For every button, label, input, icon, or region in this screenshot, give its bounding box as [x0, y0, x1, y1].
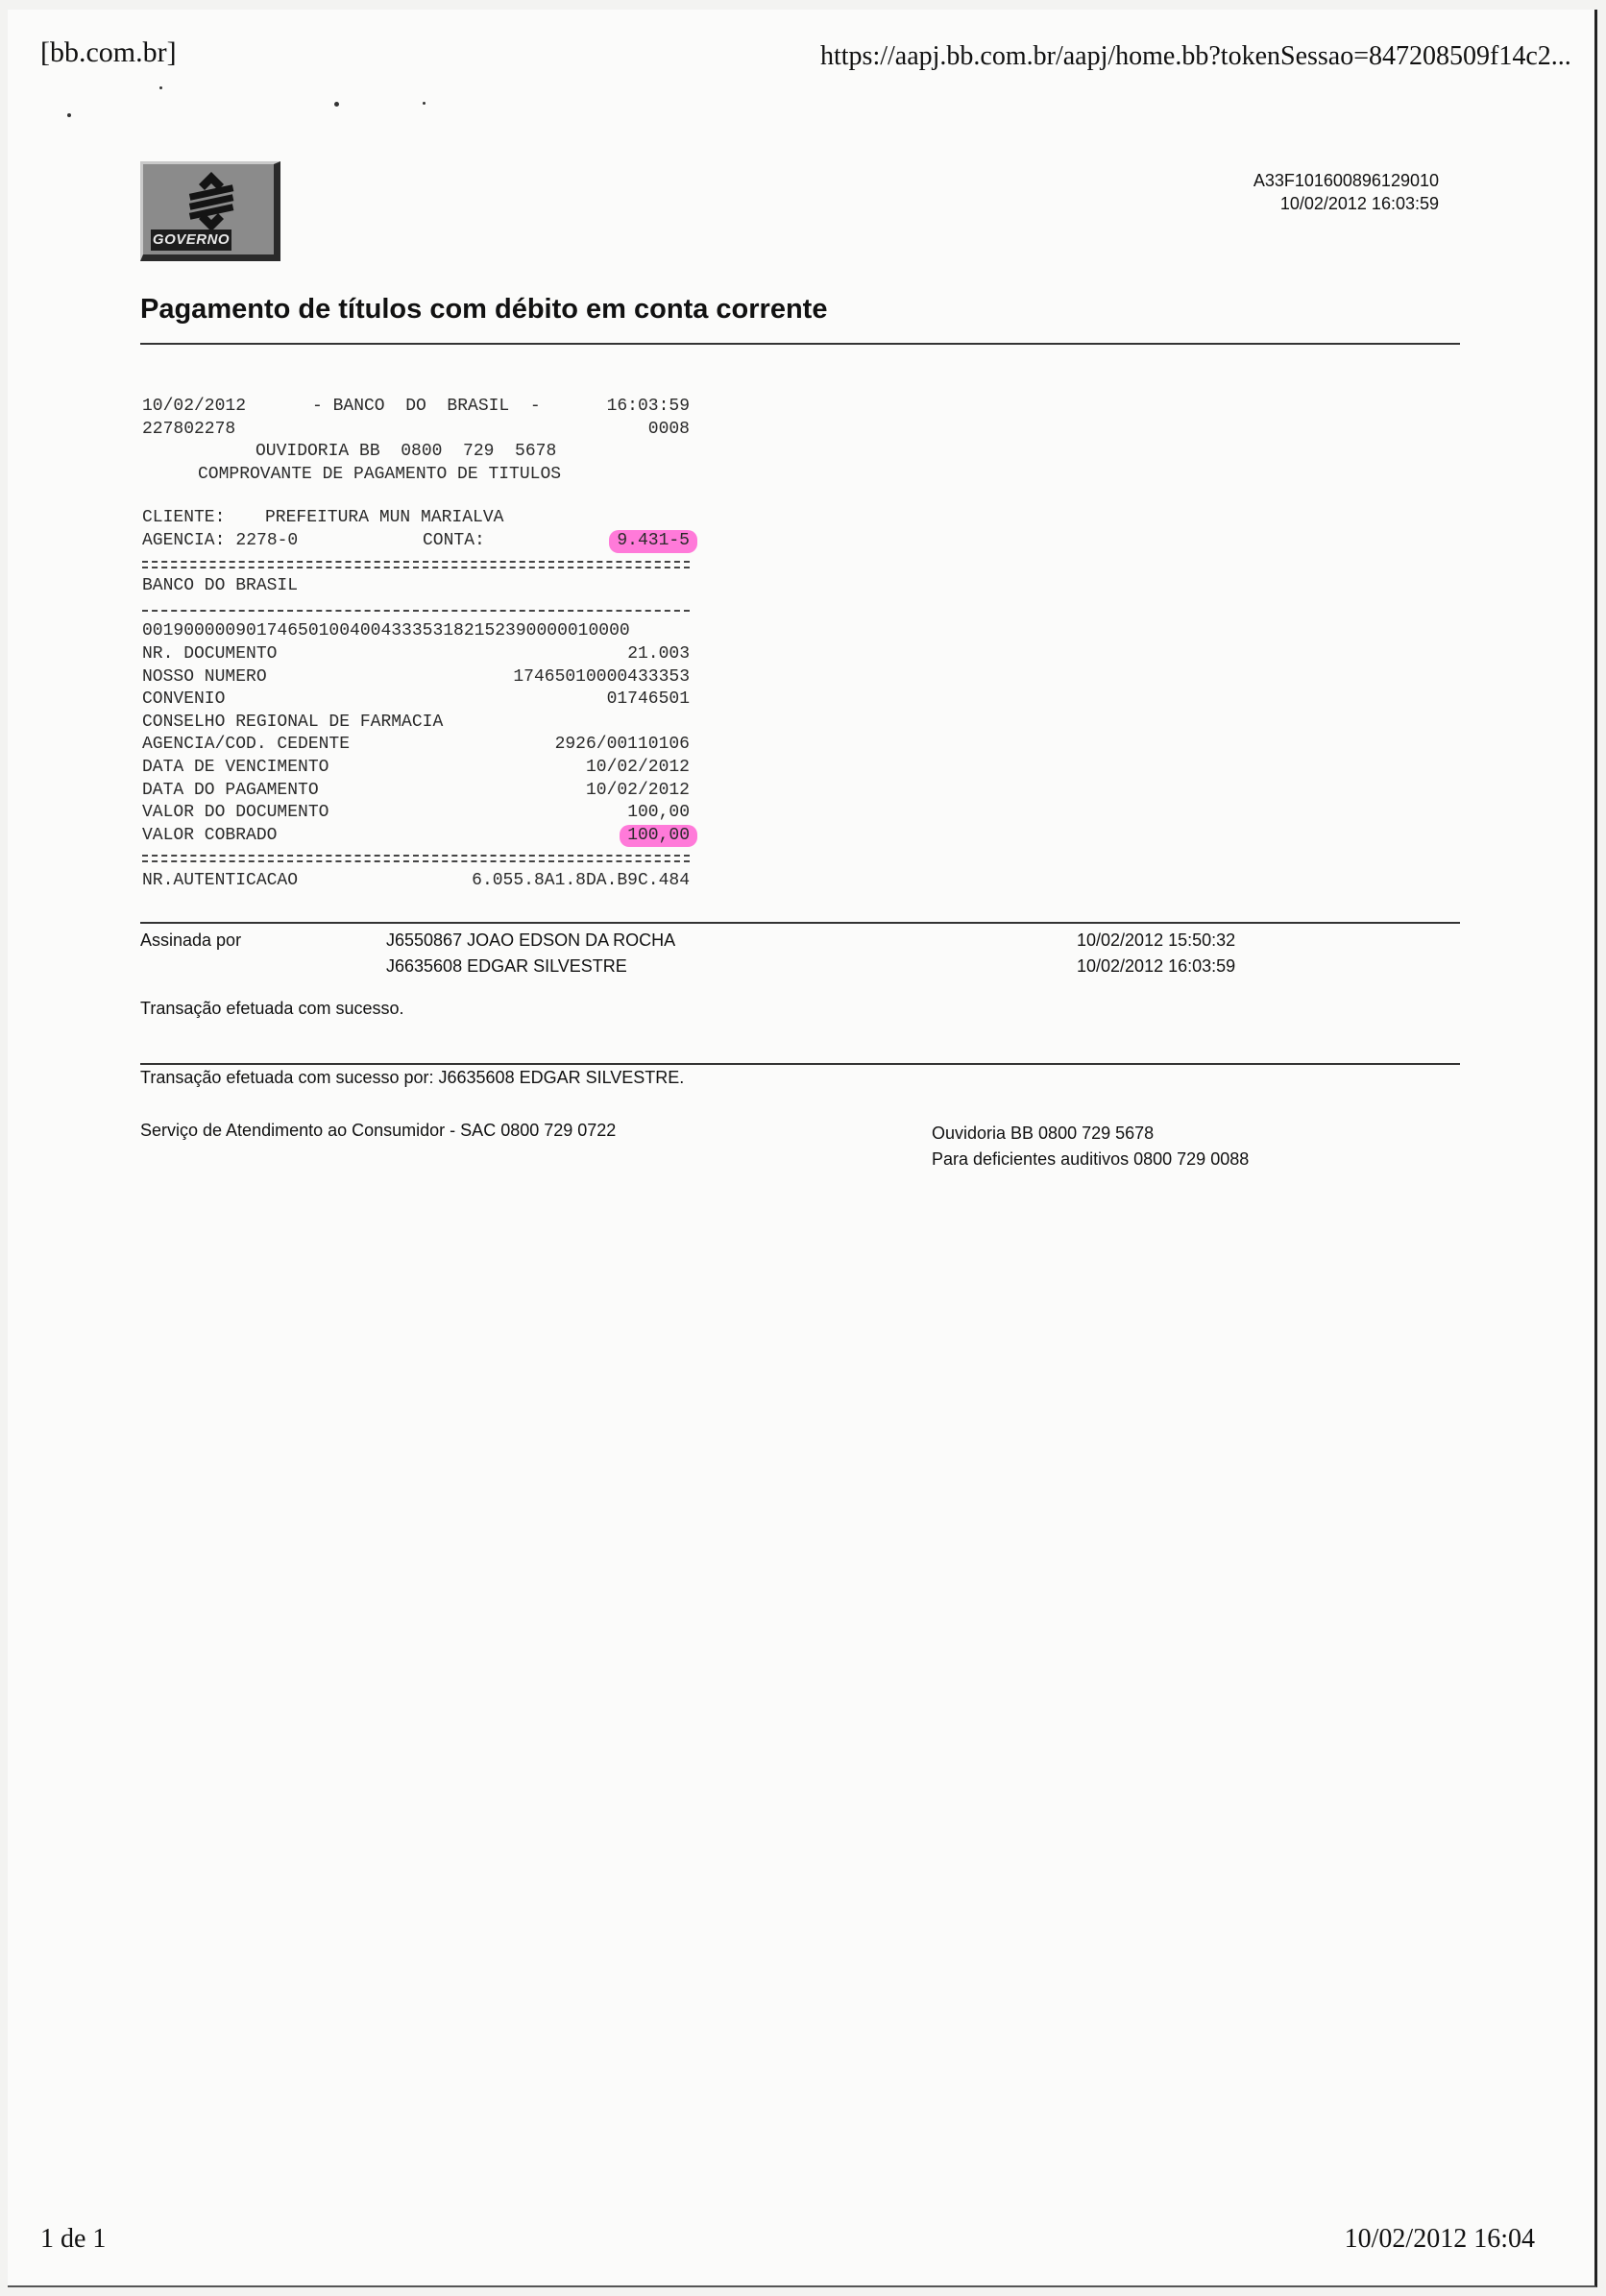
receipt-field-label: CONVENIO [142, 689, 226, 710]
receipt-bank-line [142, 575, 690, 598]
receipt-cliente-line [142, 507, 690, 530]
receipt-field-label: DATA DE VENCIMENTO [142, 757, 329, 777]
receipt-field-value: 10/02/2012 [585, 757, 690, 777]
receipt-header-line [142, 396, 690, 419]
autenticacao-label: NR.AUTENTICACAO [142, 870, 299, 890]
signer-name: J6635608 EDGAR SILVESTRE [386, 956, 627, 976]
authentication-code: A33F101600896129010 [1253, 171, 1439, 190]
receipt-ouvidoria-line [142, 441, 690, 464]
print-footer-page: 1 de 1 [40, 2224, 107, 2254]
receipt-terminal-line [142, 419, 690, 442]
signature-row [140, 928, 1460, 954]
receipt-agencia-line [142, 530, 690, 553]
receipt-field-label: DATA DO PAGAMENTO [142, 780, 319, 800]
receipt-valor-cobrado-line [142, 825, 690, 848]
sac-contact: Serviço de Atendimento ao Consumidor - SAC 0800 729 0722 [140, 1121, 617, 1140]
signer-name: J6550867 JOAO EDSON DA ROCHA [386, 930, 676, 950]
cliente-value: PREFEITURA MUN MARIALVA [265, 508, 504, 528]
page-title: Pagamento de títulos com débito em conta corrente [140, 294, 828, 325]
receipt-field-value: 01746501 [606, 689, 690, 710]
conta-value: 9.431-5 [609, 530, 697, 553]
receipt-comprovante: COMPROVANTE DE PAGAMENTO DE TITULOS [198, 464, 562, 484]
receipt-fields [142, 643, 690, 825]
receipt-barcode: 00190000090174650100400433353182152390000010000 [142, 621, 630, 641]
receipt-field-line [142, 689, 690, 712]
status-divider [140, 1063, 1460, 1065]
authentication-datetime: 10/02/2012 16:03:59 [1279, 194, 1439, 213]
scan-speck [423, 102, 426, 105]
receipt-field-value: 17465010000433353 [513, 666, 690, 687]
receipt-comprovante-line [142, 464, 690, 487]
receipt-terminal: 227802278 [142, 419, 236, 439]
signer-datetime: 10/02/2012 15:50:32 [1077, 930, 1236, 950]
receipt-bank-header: - BANCO DO BRASIL - [311, 397, 541, 416]
document-page [8, 10, 1597, 2287]
receipt-field-value: 10/02/2012 [585, 780, 690, 800]
receipt-field-value: 21.003 [627, 643, 690, 664]
logo-label: GOVERNO [151, 230, 231, 251]
banco-do-brasil-logo-icon [180, 170, 243, 233]
signatures-divider [140, 922, 1460, 924]
receipt-date: 10/02/2012 [142, 397, 247, 416]
ouvidoria-line: Ouvidoria BB 0800 729 5678 [932, 1124, 1155, 1143]
receipt-time: 16:03:59 [606, 397, 690, 416]
signatures-label: Assinada por [140, 930, 242, 950]
receipt-field-line [142, 780, 690, 803]
conta-label: CONTA: [423, 530, 485, 550]
print-footer-datetime: 10/02/2012 16:04 [1344, 2224, 1535, 2254]
valor-cobrado-value: 100,00 [620, 825, 697, 848]
receipt-field-line [142, 757, 690, 780]
receipt-field-label: NOSSO NUMERO [142, 666, 267, 687]
scan-speck [67, 113, 71, 117]
deficientes-auditivos-line: Para deficientes auditivos 0800 729 0088 [932, 1149, 1250, 1169]
receipt-barcode-line [142, 620, 690, 643]
receipt-bank-name: BANCO DO BRASIL [142, 576, 299, 596]
receipt-field-value: 100,00 [627, 803, 690, 823]
receipt-field-line [142, 712, 690, 735]
agencia-value: 2278-0 [235, 530, 299, 550]
autenticacao-value: 6.055.8A1.8DA.B9C.484 [472, 870, 690, 890]
receipt-field-line [142, 666, 690, 689]
receipt-sequence: 0008 [647, 419, 690, 439]
receipt-field-line [142, 643, 690, 666]
valor-cobrado-label: VALOR COBRADO [142, 825, 278, 845]
print-header-url: https://aapj.bb.com.br/aapj/home.bb?tokenSessao=847208509f14c2... [820, 41, 1571, 71]
signer-datetime: 10/02/2012 16:03:59 [1077, 956, 1236, 976]
banco-do-brasil-logo [140, 161, 280, 261]
print-header-site: [bb.com.br] [40, 36, 177, 68]
receipt-double-separator [142, 847, 690, 870]
transaction-status-by: Transação efetuada com sucesso por: J6635608 EDGAR SILVESTRE. [140, 1068, 685, 1087]
scan-speck [159, 86, 162, 89]
scan-speck [334, 102, 339, 107]
receipt-field-label: VALOR DO DOCUMENTO [142, 803, 329, 823]
receipt-field-label: NR. DOCUMENTO [142, 643, 278, 664]
signatures-section [140, 928, 1460, 979]
authentication-block [1253, 169, 1439, 215]
receipt-field-value: 2926/00110106 [554, 735, 690, 755]
receipt-field-line [142, 802, 690, 825]
payment-receipt [142, 396, 690, 892]
receipt-field-label: CONSELHO REGIONAL DE FARMACIA [142, 712, 444, 732]
receipt-ouvidoria: OUVIDORIA BB 0800 729 5678 [256, 442, 557, 462]
agencia-label: AGENCIA: [142, 530, 226, 550]
agencia-group [142, 530, 423, 553]
cliente-label: CLIENTE: [142, 508, 226, 528]
transaction-status: Transação efetuada com sucesso. [140, 999, 404, 1018]
title-divider [140, 343, 1460, 345]
receipt-single-separator [142, 598, 690, 621]
receipt-field-label: AGENCIA/COD. CEDENTE [142, 735, 351, 755]
signature-row [140, 954, 1460, 979]
ouvidoria-contact [932, 1121, 1249, 1172]
receipt-autenticacao-line [142, 870, 690, 893]
receipt-field-line [142, 734, 690, 757]
receipt-double-separator [142, 553, 690, 576]
